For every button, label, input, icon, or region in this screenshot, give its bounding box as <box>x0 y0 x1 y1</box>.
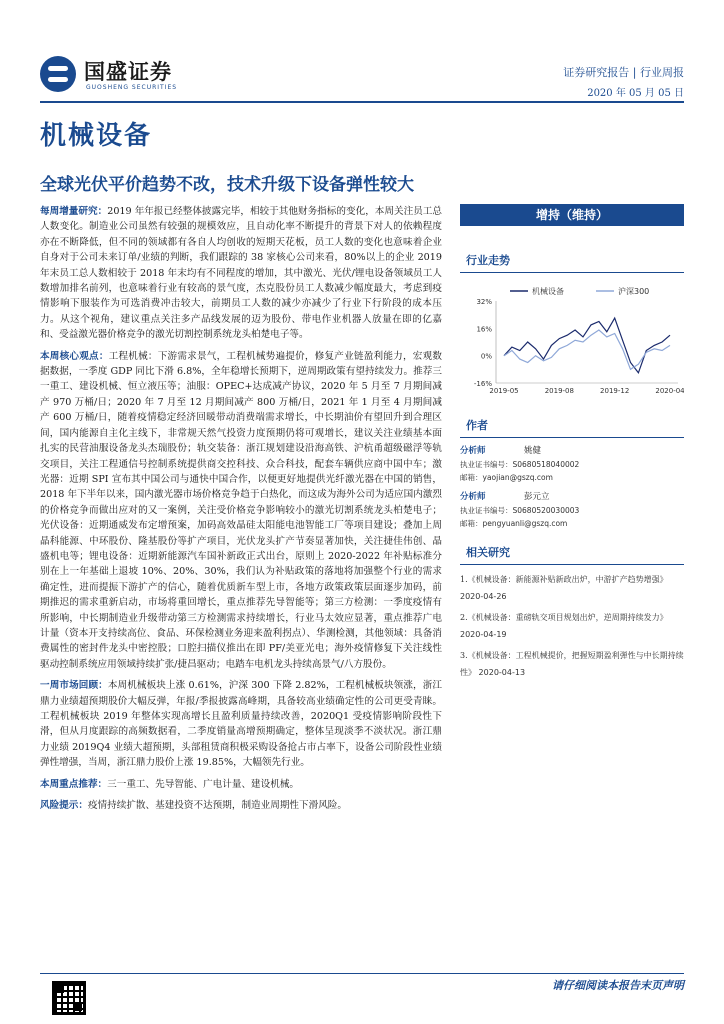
logo-subtext: GUOSHENG SECURITIES <box>86 84 178 91</box>
paragraph-label: 本周重点推荐： <box>40 778 108 790</box>
logo-mark-icon <box>40 56 76 92</box>
report-date: 2020 年 05 月 05 日 <box>587 88 684 99</box>
author-email <box>460 471 684 484</box>
email-link[interactable]: pengyuanli@gszq.com <box>482 519 568 528</box>
cert-number: S0680520030003 <box>512 506 580 515</box>
x-tick-label: 2019-12 <box>600 387 630 395</box>
paragraph-text: 三一重工、先导智能、广电计量、建设机械。 <box>107 778 300 790</box>
author-role: 分析师 <box>460 492 486 502</box>
sidebar <box>460 204 684 681</box>
author-cert <box>460 504 684 517</box>
related-section-title: 相关研究 <box>460 544 684 565</box>
footer-disclaimer: 请仔细阅读本报告末页声明 <box>552 979 684 992</box>
rating-badge: 增持（维持） <box>460 204 684 226</box>
trend-chart <box>460 283 684 403</box>
x-tick-label: 2019-08 <box>544 387 574 395</box>
x-tick-label: 2020-04 <box>655 387 684 395</box>
related-date: 2020-04-19 <box>460 630 507 639</box>
header-divider <box>40 101 684 103</box>
paragraph-label: 风险提示： <box>40 800 88 812</box>
email-link[interactable]: yaojian@gszq.com <box>482 473 553 482</box>
company-logo <box>40 54 200 98</box>
legend-label: 机械设备 <box>532 287 564 296</box>
legend-label: 沪深300 <box>618 287 650 296</box>
series-line <box>504 318 670 373</box>
author-name: 姚健 <box>524 446 542 456</box>
related-list <box>460 571 684 681</box>
main-body <box>40 204 442 819</box>
related-date: 2020-04-13 <box>478 668 526 677</box>
paragraph-recommendations <box>40 777 442 792</box>
related-item[interactable] <box>460 609 684 643</box>
y-tick-label: -16% <box>473 380 492 388</box>
sector-title: 机械设备 <box>40 121 153 151</box>
logo-text: 国盛证券 <box>84 60 172 84</box>
related-title: 3.《机械设备：工程机械提价，把握短期盈利弹性与中长期持续性》 <box>460 651 684 677</box>
paragraph-risk <box>40 798 442 813</box>
email-label: 邮箱： <box>460 473 483 482</box>
cert-label: 执业证书编号： <box>460 460 513 469</box>
trend-section-title: 行业走势 <box>460 252 684 273</box>
y-tick-label: 16% <box>476 325 492 334</box>
report-headline: 全球光伏平价趋势不改，技术升级下设备弹性较大 <box>40 175 414 195</box>
paragraph-weekly-research <box>40 204 442 343</box>
paragraph-label: 本周核心观点： <box>40 350 109 362</box>
paragraph-text: 本周机械板块上涨 0.61%，沪深 300 下降 2.82%，工程机械板块领涨，浙江鼎力业绩超预期股价大幅反弹，年报/季报披露高峰期，具备较高业绩确定性的公司更受青睐。工程机械板块 2019 年整体实现高增长且盈利质量持续改善，2020Q1 受疫情影响阶段性下滑，但从月度跟踪的高频数据看，二季度销量高增预期确定，整体呈现淡季不淡状况。浙江鼎力业绩 2019Q4 业绩大超预期，头部租赁商积极采购设备抢占市占率下，设备公司阶段性业绩弹性增强，当周，浙江鼎力股价上涨 19.85%，大幅领先行业。 <box>40 680 442 769</box>
author-role: 分析师 <box>460 446 486 456</box>
related-item[interactable] <box>460 571 684 605</box>
cert-label: 执业证书编号： <box>460 506 513 515</box>
paragraph-label: 一周市场回顾： <box>40 680 108 692</box>
series-line <box>504 330 670 369</box>
author-name: 彭元立 <box>524 492 550 502</box>
paragraph-text: 工程机械：下游需求景气，工程机械势遍提价，修复产业链盈利能力，宏观数据数据，一季度 GDP 同比下滑 6.8%，全年稳增长预期下，逆周期政策有望持续发力。推荐三一重工、建设机械、恒立液压等；油服：OPEC+达成减产协议，2020 年 5 月至 7 月期间减产 970 万桶/日；2020 年 7 月至 12 月期间减产 800 万桶/日，2021 年 1 月至 4 月期间减产 600 万桶/日，随着疫情稳定经济回暖带动消费端需求增长，中长期油价有望回升到合理区间，国内能源自主化主线下，非常规天然气投资力度预期仍将可观增长，建议关注业绩基本面扎实的民营油服设备龙头杰瑞股份；轨交装备：浙江规划建设沿海高铁、沪杭甬超级磁浮等轨交项目，关注工程通信号控制系统提供商交控科技、众合科技，配套车辆供应商中国中车；激光器：近期 SPI 宣布其中国公司与通快中国合作，以便更好地提供光纤激光器在中国的销售，2018 年下半年以来，国内激光器市场价格竞争趋于白热化，而这成为海外公司为适应国内激烈的价格竞争而做出应对的又一案例，关注受价格竞争影响较小的激光切割系统龙头柏楚电子；光伏设备：近期通威发布定增预案，加码高效晶硅太阳能电池智能工厂等项目建设；叠加上周晶科能源、中环股份、隆基股份等扩产项目，光伏龙头扩产节奏显著加快，关注捷佳伟创、晶盛机电等；锂电设备：近期新能源汽车国补新政正式出台，原则上 2020-2022 年补贴标准分别在上一年基础上退坡 10%、20%、30%，我们认为补贴政策的落地将加强整个行业的需求确定性，进而提振下游扩产的信心，随着优质新车型上市，各地方政策政策层面逐步加码，前期推迟的需求重新启动，市场将重回增长，重点推荐先导智能等；第三方检测：一季度疫情有所影响，中长期制造业升级带动第三方检测需求持续增长，行业马太效应显著，重点推荐广电计量（资本开支持续高位、食品、环保检测业务迎来盈利拐点）、华测检测，其他领域：具备消费属性的密封件龙头中密控股；口腔扫描仪推出在即 PF/美亚光电；海外疫情修复下关注线性驱动控制系统应用领域持续扩张/捷昌驱动；电踏车电机龙头持续高景气/八方股份。 <box>40 350 442 670</box>
author-email <box>460 517 684 530</box>
paragraph-label: 每周增量研究： <box>40 206 108 217</box>
email-label: 邮箱： <box>460 519 483 528</box>
author-row <box>460 490 684 504</box>
paragraph-core-views <box>40 349 442 673</box>
report-type: 证券研究报告 | 行业周报 <box>563 66 684 79</box>
related-title: 2.《机械设备：重磅轨交项目规划出炉，逆周期持续发力》 <box>460 613 668 622</box>
author-row <box>460 444 684 458</box>
footer-divider <box>40 973 684 974</box>
trend-chart-svg <box>460 283 684 403</box>
y-tick-label: 32% <box>476 298 492 306</box>
related-title: 1.《机械设备：新能源补贴新政出炉，中游扩产趋势增强》 <box>460 575 668 584</box>
related-item[interactable] <box>460 647 684 681</box>
paragraph-text: 2019 年年报已经整体披露完毕，相较于其他财务指标的变化，本周关注员工总人数变化。制造业公司虽然有较强的规模效应，且自动化率不断提升的背景下对人的依赖程度亦在不断降低，但不同的领域都有各自人均创收的短期天花板，员工人数的变化也意味着企业自身对于公司未来订单/业绩的判断，我们跟踪的 38 家核心公司来看，80%以上的企业 2019 年末员工总人数相较于 2018 年末均有不同程度的增加，其中激光、光伏/锂电设备领域员工人数增加排名前列，也意味着行业有较高的景气度，杰克股份员工人数减少幅度最大，考虑到疫情影响下服装作为可选消费冲击较大，前期员工人数的减少亦减少了行业下行阶段的成本压力。从这个视角，建议重点关注多产品线发展的迈为股份、带电作业机器人放量在即的亿嘉和、受益激光器价格竞争的激光切割控制系统龙头柏楚电子等。 <box>40 206 442 341</box>
author-cert <box>460 458 684 471</box>
paragraph-text: 疫情持续扩散、基建投资不达预期，制造业周期性下滑风险。 <box>87 800 347 812</box>
authors-section-title: 作者 <box>460 417 684 438</box>
x-tick-label: 2019-05 <box>489 387 519 395</box>
related-date: 2020-04-26 <box>460 592 507 601</box>
cert-number: S0680518040002 <box>512 460 580 469</box>
authors-list <box>460 444 684 530</box>
paragraph-market-review <box>40 678 442 770</box>
y-tick-label: 0% <box>480 352 492 361</box>
